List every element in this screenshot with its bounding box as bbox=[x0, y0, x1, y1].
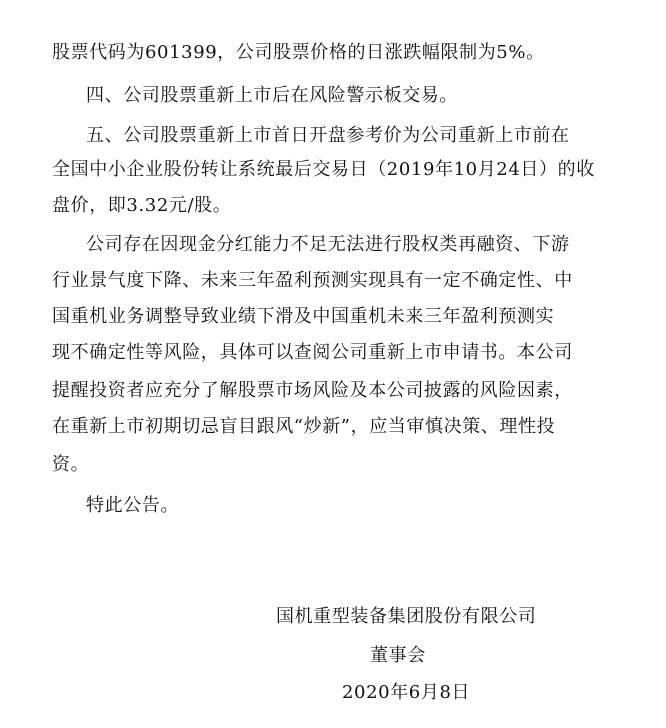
text-line-7: 行业景气度下降、未来三年盈利预测实现具有一定不确定性、中 bbox=[52, 270, 573, 291]
text-line-6: 公司存在因现金分红能力不足无法进行股权类再融资、下游 bbox=[86, 234, 570, 255]
text-line-4: 全国中小企业股份转让系统最后交易日（2019年10月24日）的收 bbox=[52, 159, 595, 180]
text-line-11: 在重新上市初期切忌盲目跟风“炒新”，应当审慎决策、理性投 bbox=[52, 416, 556, 437]
text-line-8: 国重机业务调整导致业绩下滑及中国重机未来三年盈利预测实 bbox=[52, 306, 555, 327]
company-name: 国机重型装备集团股份有限公司 bbox=[276, 606, 537, 627]
text-line-2: 四、公司股票重新上市后在风险警示板交易。 bbox=[86, 85, 458, 106]
closing-line: 特此公告。 bbox=[86, 495, 179, 516]
text-line-10: 提醒投资者应充分了解股票市场风险及本公司披露的风险因素， bbox=[52, 380, 573, 401]
text-line-12: 资。 bbox=[52, 454, 90, 475]
board-of-directors: 董事会 bbox=[370, 645, 426, 666]
announcement-date: 2020年6月8日 bbox=[342, 682, 471, 703]
text-line-1: 股票代码为601399，公司股票价格的日涨跌幅限制为5%。 bbox=[52, 42, 545, 63]
text-line-9: 现不确定性等风险，具体可以查阅公司重新上市申请书。本公司 bbox=[52, 342, 573, 363]
text-line-3: 五、公司股票重新上市首日开盘参考价为公司重新上市前在 bbox=[86, 125, 570, 146]
text-line-5: 盘价，即3.32元/股。 bbox=[52, 195, 232, 216]
